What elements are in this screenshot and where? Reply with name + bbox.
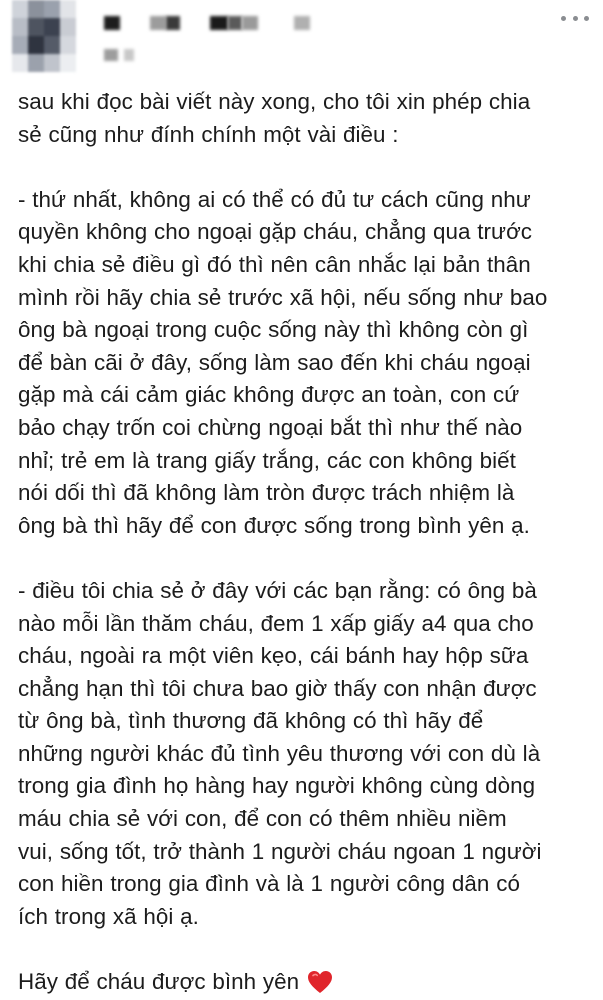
post-header bbox=[0, 0, 603, 85]
post-paragraph-second-point: - điều tôi chia sẻ ở đây với các bạn rằng: có ông bà nào mỗi lần thăm cháu, đem 1 xấp giấy a4 qua cho cháu, ngoài ra một viên kẹo, cái bánh hay hộp sữa chẳng hạn thì tôi chưa bao giờ thấy con nhận được từ ông bà, tình thương đã không có thì hãy để những người khác đủ tình yêu thương với con dù là trong gia đình họ hàng hay người không cùng dòng máu chia sẻ với con, để con có thêm nhiều niềm vui, sống tốt, trở thành 1 người cháu ngoan 1 người con hiền trong gia đình và là 1 người công dân có ích trong xã hội ạ. bbox=[18, 577, 542, 929]
more-options-icon[interactable] bbox=[561, 10, 589, 26]
post-body bbox=[18, 86, 593, 999]
post-closing-text: Hãy để cháu được bình yên bbox=[18, 969, 300, 995]
post-paragraph-intro: sau khi đọc bài viết này xong, cho tôi xin phép chia sẻ cũng như đính chính một vài điều : bbox=[18, 89, 531, 147]
red-heart-icon bbox=[307, 970, 333, 994]
post-closing-line bbox=[18, 966, 593, 999]
avatar[interactable] bbox=[12, 0, 76, 72]
post-paragraph-first-point: - thứ nhất, không ai có thể có đủ tư cách cũng như quyền không cho ngoại gặp cháu, chẳng qua trước khi chia sẻ điều gì đó thì nên cân nhắc lại bản thân mình rồi hãy chia sẻ trước xã hội, nếu sống như bao ông bà ngoại trong cuộc sống này thì không còn gì để bàn cãi ở đây, sống làm sao đến khi cháu ngoại gặp mà cái cảm giác không được an toàn, con cứ bảo chạy trốn coi chừng ngoại bắt thì như thế nào nhỉ; trẻ em là trang giấy trắng, các con không biết nói dối thì đã không làm tròn được trách nhiệm là ông bà thì hãy để con được sống trong bình yên ạ. bbox=[18, 186, 548, 538]
author-name-redacted[interactable] bbox=[104, 16, 310, 30]
post-meta-redacted bbox=[104, 49, 134, 61]
